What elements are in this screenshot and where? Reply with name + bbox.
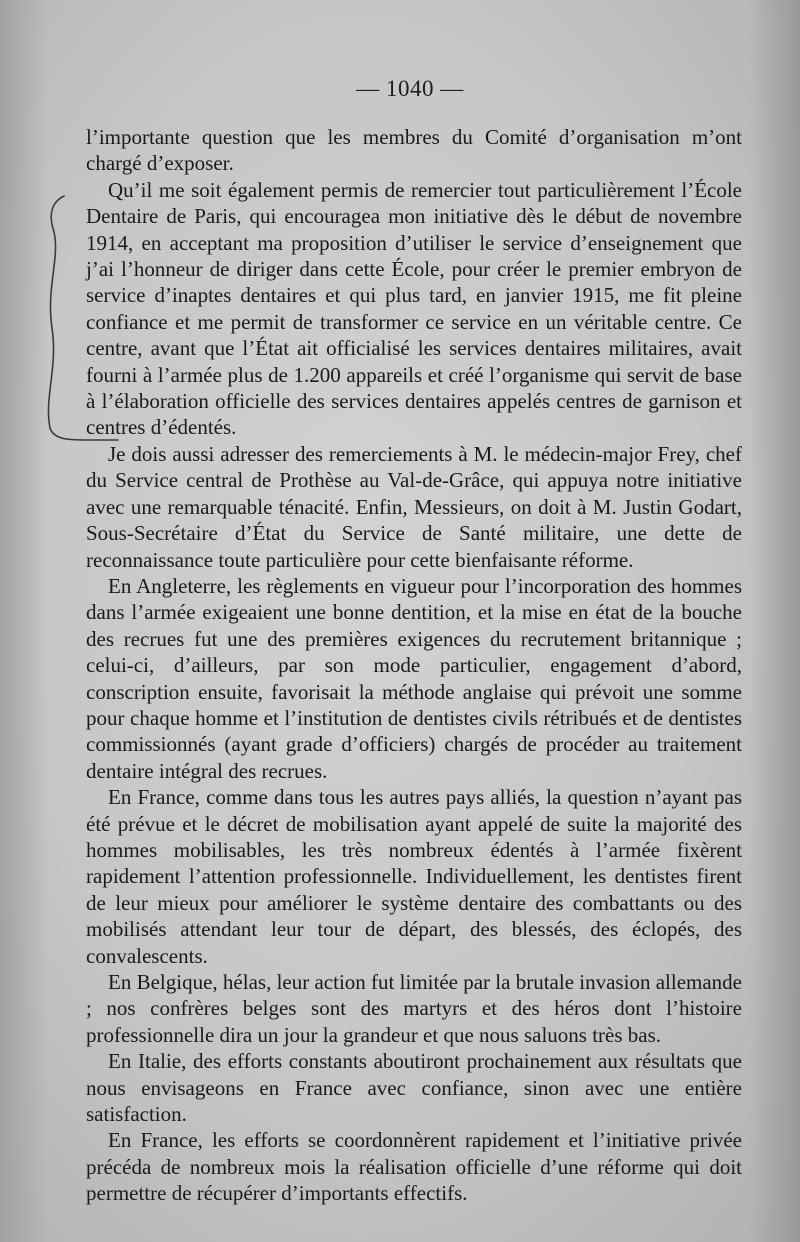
paragraph: En Angleterre, les règlements en vigueur pour l’incorporation des hommes dans l’armée exigeaient une bonne dentition, et la mise en état de la bouche des recrues fut une des premières exigences du recrutement britannique ; celui-ci, d’ailleurs, par son mode particulier, engagement d’abord, conscription ensuite, favorisait la méthode anglaise qui prévoit une somme pour chaque homme et l’institution de dentistes civils rétribués et de dentistes commissionnés (ayant grade d’officiers) chargés de procéder au traitement dentaire intégral des recrues. — [86, 573, 742, 783]
paragraph: En Italie, des efforts constants aboutiront prochainement aux résultats que nous envisageons en France avec confiance, sinon avec une entière satisfaction. — [86, 1049, 742, 1127]
page-number: — 1040 — — [356, 76, 464, 101]
paragraph: l’importante question que les membres du Comité d’organisation m’ont chargé d’exposer. — [86, 125, 742, 176]
body-text — [86, 124, 742, 1207]
paragraph: En France, les efforts se coordonnèrent rapidement et l’initiative privée précéda de nombreux mois la réalisation officielle d’une réforme qui doit permettre de récupérer d’importants effectifs. — [86, 1128, 742, 1206]
paragraph: Je dois aussi adresser des remerciements à M. le médecin-major Frey, chef du Service central de Prothèse au Val-de-Grâce, qui appuya notre initiative avec une remarquable ténacité. Enfin, Messieurs, on doit à M. Justin Godart, Sous-Secrétaire d’État du Service de Santé militaire, une dette de reconnaissance toute particulière pour cette bienfaisante réforme. — [86, 441, 742, 572]
paragraph: En Belgique, hélas, leur action fut limitée par la brutale invasion allemande ; nos confrères belges sont des martyrs et des héros dont l’histoire professionnelle dira un jour la grandeur et que nous saluons très bas. — [86, 970, 742, 1047]
paragraph: Qu’il me soit également permis de remercier tout particulièrement l’École Dentaire de Paris, qui encouragea mon initiative dès le début de novembre 1914, en acceptant ma proposition d’utiliser le service d’enseignement que j’ai l’honneur de diriger dans cette École, pour créer le premier embryon de service d’inaptes dentaires et qui plus tard, en janvier 1915, me fit pleine confiance et me permit de transformer ce service en un véritable centre. Ce centre, avant que l’État ait officialisé les services dentaires militaires, avait fourni à l’armée plus de 1.200 appareils et créé l’organisme qui servit de base à l’élaboration officielle des services dentaires appelés centres de garnison et centres d’édentés. — [86, 177, 742, 440]
paragraph: En France, comme dans tous les autres pays alliés, la question n’ayant pas été prévue et le décret de mobilisation ayant appelé de suite la majorité des hommes mobilisables, les très nombreux édentés à l’armée fixèrent rapidement l’attention professionnelle. Individuellement, les dentistes firent de leur mieux pour améliorer le système dentaire des combattants ou des mobilisés attendant leur tour de départ, des blessés, des éclopés, des convalescents. — [86, 785, 742, 968]
